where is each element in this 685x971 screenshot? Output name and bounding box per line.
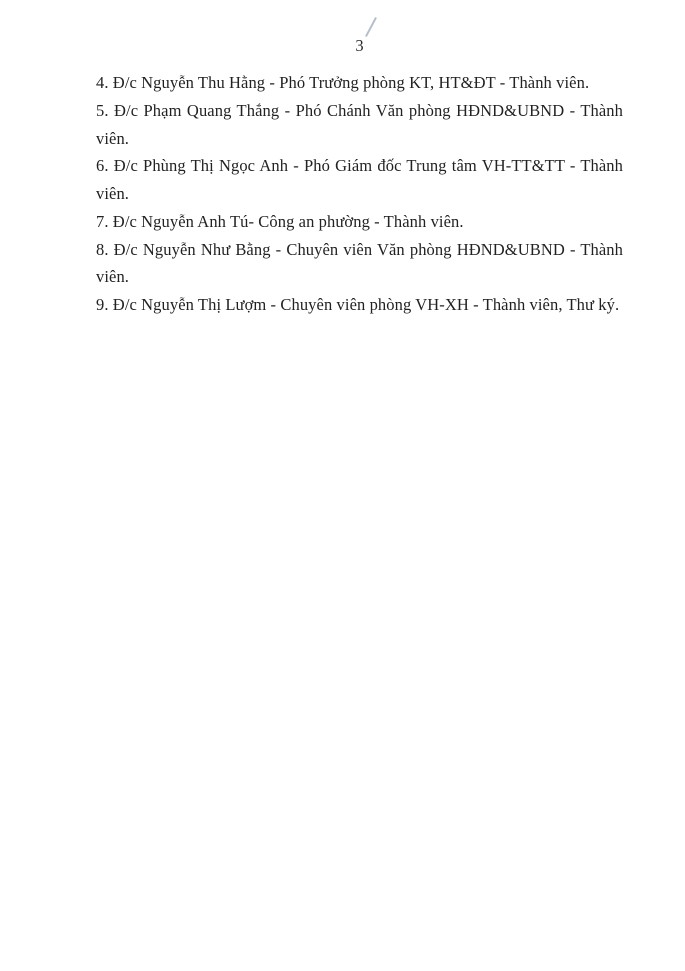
list-item-line: viên. bbox=[96, 184, 130, 203]
list-item bbox=[96, 97, 623, 153]
list-item bbox=[96, 236, 623, 292]
pen-slash-mark bbox=[365, 17, 377, 37]
list-item bbox=[96, 69, 623, 97]
list-item-line: viên. bbox=[96, 128, 130, 148]
list-item bbox=[96, 152, 623, 208]
list-item-line: 9. Đ/c Nguyễn Thị Lượm - Chuyên viên phòng VH-XH - Thành viên, Thư ký. bbox=[96, 295, 620, 314]
list-item-line: 6. Đ/c Phùng Thị Ngọc Anh - Phó Giám đốc Trung tâm VH-TT&TT - Thành bbox=[96, 156, 623, 176]
page-number: 3 bbox=[355, 36, 364, 55]
list-item-line: 5. Đ/c Phạm Quang Thắng - Phó Chánh Văn phòng HĐND&UBND - Thành bbox=[96, 100, 623, 120]
list-item-line: 8. Đ/c Nguyễn Như Bằng - Chuyên viên Văn phòng HĐND&UBND - Thành bbox=[96, 239, 623, 259]
list-item bbox=[96, 208, 623, 236]
list-item bbox=[96, 291, 623, 319]
list-item-line: viên. bbox=[96, 267, 130, 287]
list-item-line: 7. Đ/c Nguyễn Anh Tú- Công an phường - Thành viên. bbox=[96, 211, 464, 231]
list-item-line: 4. Đ/c Nguyễn Thu Hằng - Phó Trưởng phòng KT, HT&ĐT - Thành viên. bbox=[96, 73, 590, 92]
member-list bbox=[96, 69, 623, 319]
